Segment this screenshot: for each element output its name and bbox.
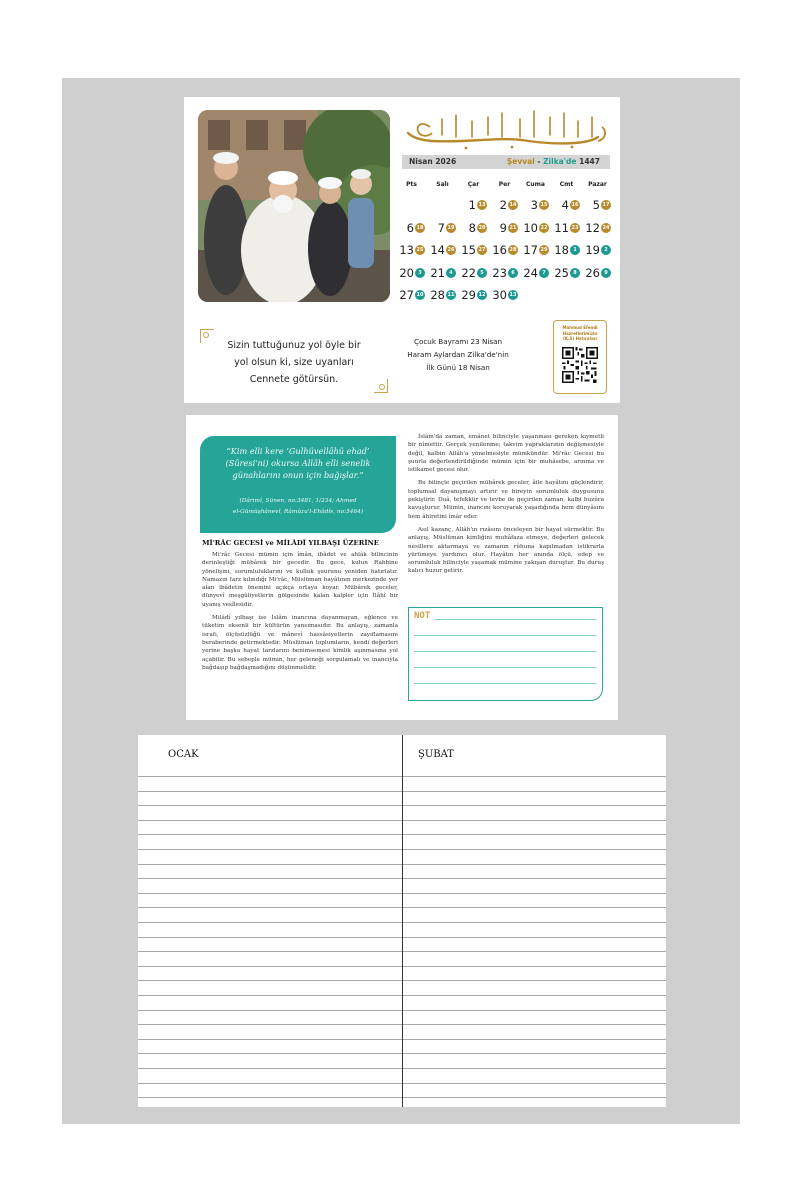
ruled-line xyxy=(138,776,402,777)
ruled-line xyxy=(138,1053,402,1054)
ruled-line xyxy=(403,1097,666,1098)
ruled-line xyxy=(138,1024,402,1025)
gregorian-day: 3 xyxy=(530,198,538,212)
calendar-day xyxy=(396,287,427,303)
hijri-day-badge: 21 xyxy=(509,224,517,231)
gregorian-day: 2 xyxy=(499,198,507,212)
hijri-day-badge: 11 xyxy=(447,292,455,298)
hijri-day-badge: 2 xyxy=(601,245,611,255)
gregorian-day: 1 xyxy=(468,198,476,212)
hijri-day-badge: 10 xyxy=(416,292,424,298)
calendar-day xyxy=(520,197,551,213)
calendar-day xyxy=(396,242,427,258)
qr-title xyxy=(555,325,605,342)
paragraph: İslâm'da zaman, emânet bilinciyle yaşanması gereken kıymetli bir nîmettir. Gerçek yenilenme; takvim yapraklarının değişmesiyle değil, kalbin Allâh'a yönelmesiyle mümkündür. Mi'râc Gecesi bu şuurla değerlendirildiğinde mümin için bir muhâsebe, arınma ve istikamet gecesi olur. xyxy=(408,434,604,474)
ruled-line xyxy=(403,776,666,777)
ruled-line xyxy=(138,937,402,938)
quote-line: yol olsun ki, size uyanları xyxy=(234,357,354,368)
gregorian-day: 20 xyxy=(399,265,414,280)
hijri-day-badge: 26 xyxy=(447,247,455,253)
ruled-line xyxy=(403,849,666,850)
ruled-line xyxy=(403,791,666,792)
qr-card xyxy=(553,320,607,394)
gregorian-day: 5 xyxy=(592,198,600,212)
ruled-line xyxy=(403,980,666,981)
hijri-day-badge: 13 xyxy=(478,202,486,208)
ruled-line xyxy=(403,1083,666,1084)
column-heading-left: OCAK xyxy=(168,749,199,760)
weekday-label: Cmt xyxy=(559,181,574,188)
hijri-day-badge: 12 xyxy=(478,292,486,298)
hadith-line: “Kim elli kere ‘Gulhüvellâhü ehad’ xyxy=(226,446,370,456)
source-line: (Dârimî, Sünen, no:3481, 1/234; Ahmed xyxy=(239,498,357,504)
calendar-day xyxy=(489,287,520,303)
ruled-line xyxy=(403,922,666,923)
ruled-line xyxy=(138,995,402,996)
calendar-day xyxy=(551,242,582,258)
hijri-day-badge: 7 xyxy=(539,268,549,278)
ruled-line xyxy=(403,1039,666,1040)
gregorian-month: Nisan 2026 xyxy=(409,157,457,166)
ruled-line xyxy=(138,834,402,835)
ruled-line xyxy=(403,805,666,806)
calendar-day xyxy=(582,265,613,281)
quote-line: Cennete götürsün. xyxy=(249,374,339,385)
notice-line: Haram Aylardan Zilka'de'nin xyxy=(407,350,509,359)
ruled-line xyxy=(138,893,402,894)
ruled-line xyxy=(403,966,666,967)
hijri-month-1: Şevval xyxy=(506,157,535,166)
article-left-column xyxy=(202,551,398,677)
gregorian-day: 22 xyxy=(461,265,476,280)
note-line xyxy=(435,619,596,620)
qr-code-icon[interactable] xyxy=(562,347,598,383)
ruled-line xyxy=(403,834,666,835)
note-label: NOT xyxy=(414,611,431,621)
note-box[interactable] xyxy=(408,607,603,701)
quote-text xyxy=(208,337,380,388)
weekday-label: Pazar xyxy=(588,181,607,188)
ruled-line xyxy=(403,1053,666,1054)
hadith-line: (Sûresi'ni) okursa Allâh elli senelik xyxy=(225,458,371,468)
gregorian-day: 16 xyxy=(492,243,507,257)
hijri-day-badge: 28 xyxy=(509,247,517,253)
hijri-day-badge: 20 xyxy=(478,224,486,231)
ruled-line xyxy=(403,820,666,821)
gregorian-day: 15 xyxy=(461,243,476,257)
ruled-line xyxy=(138,878,402,879)
calendar-day xyxy=(427,242,458,258)
ruled-line xyxy=(138,791,402,792)
article-page xyxy=(186,415,618,720)
hijri-day-badge: 17 xyxy=(602,202,610,208)
gregorian-day: 21 xyxy=(430,265,445,280)
hijri-day-badge: 25 xyxy=(416,247,424,253)
calendar-day xyxy=(458,197,489,213)
ruled-line xyxy=(403,995,666,996)
note-line xyxy=(414,683,596,684)
gregorian-day: 4 xyxy=(561,198,569,212)
month-header-bar xyxy=(402,155,610,169)
calendar-page xyxy=(184,97,620,403)
calendar-day xyxy=(520,265,551,281)
gregorian-day: 28 xyxy=(430,288,445,302)
ruled-line xyxy=(138,1097,402,1098)
ruled-line xyxy=(403,878,666,879)
ruled-line xyxy=(138,864,402,865)
calendar-day xyxy=(427,220,458,236)
ruled-line xyxy=(403,893,666,894)
calendar-day xyxy=(396,220,427,236)
gregorian-day: 8 xyxy=(468,220,476,235)
hijri-day-badge: 27 xyxy=(478,247,486,253)
notice-line: Çocuk Bayramı 23 Nisan xyxy=(413,337,503,346)
hijri-separator: - xyxy=(534,157,544,166)
ruled-line xyxy=(138,1010,402,1011)
gregorian-day: 9 xyxy=(499,220,507,235)
calendar-day xyxy=(458,242,489,258)
calendar-day xyxy=(458,220,489,236)
note-line xyxy=(414,651,596,652)
cover-photo xyxy=(198,110,390,302)
calendar-day xyxy=(582,197,613,213)
gregorian-day: 14 xyxy=(430,243,445,257)
hijri-day-badge: 6 xyxy=(508,268,518,278)
holiday-notice xyxy=(398,335,518,374)
ruled-line xyxy=(138,922,402,923)
calendar-day xyxy=(520,242,551,258)
gregorian-day: 30 xyxy=(492,288,507,302)
calendar-day xyxy=(582,242,613,258)
calendar-day xyxy=(458,265,489,281)
paragraph: Bu bilinçle geçirilen mübârek geceler, âile hayâtını güçlendirir, toplumsal dayanışmayı artırır ve bireyin sorumluluk duygusunu pekiştirir. Duâ, tefekkür ve tevbe ile geçirilen zaman, kalbi huzûra kavuşturur. Mümin, inancını koruyarak yaşadığında hem dünyâsını hem âhiretini îmâr eder. xyxy=(408,480,604,520)
ruled-line xyxy=(138,966,402,967)
gregorian-day: 6 xyxy=(406,220,414,235)
note-line xyxy=(414,667,596,668)
qr-title-line: (K.S) Hatıraları xyxy=(563,336,597,341)
weekday-header xyxy=(396,181,618,191)
ruled-line xyxy=(403,937,666,938)
hijri-day-badge: 24 xyxy=(602,224,610,231)
quote-line: Sizin tuttuğunuz yol öyle bir xyxy=(227,340,361,351)
paragraph: Asıl kazanç, Allâh'ın rızâsını önceleyen bir hayat sürmektir. Bu anlayış, Müslüman kimliğini muhâfaza etmeye, değerleri gelecek nesillere aktarmaya ve zamanın rûhuna kapılmadan istikrarla yürümeye yardımcı olur. Hayâtın her anında ölçü, edep ve sorumluluk bilinciyle yaşamak mümine yakışan duruştur. Bu duruş kalıcı huzur getirir. xyxy=(408,526,604,575)
section-title: Mİ'RÂC GECESİ ve MİLÂDÎ YILBAŞI ÜZERİNE xyxy=(202,539,379,547)
hijri-day-badge: 19 xyxy=(447,224,455,231)
ruled-line xyxy=(138,980,402,981)
calendar-day xyxy=(582,220,613,236)
ruled-line xyxy=(403,1068,666,1069)
gregorian-day: 13 xyxy=(399,243,414,257)
hijri-year: 1447 xyxy=(576,157,600,166)
gregorian-day: 29 xyxy=(461,288,476,302)
ruled-line xyxy=(138,820,402,821)
weekday-label: Per xyxy=(498,181,511,188)
source-line: el-Gümüşhânevî, Râmûzu'l-Ehâdîs, no:5464) xyxy=(232,509,364,515)
weekday-label: Salı xyxy=(436,181,449,188)
gregorian-day: 27 xyxy=(399,288,414,302)
article-right-column xyxy=(408,433,604,581)
hijri-day-badge: 8 xyxy=(570,268,580,278)
hadith-line: günahlarını onun için bağışlar.” xyxy=(232,470,364,480)
weekday-label: Cuma xyxy=(526,181,545,188)
gregorian-day: 10 xyxy=(523,220,538,235)
gregorian-day: 25 xyxy=(554,265,569,280)
hijri-day-badge: 1 xyxy=(570,245,580,255)
gregorian-day: 17 xyxy=(523,243,538,257)
weekday-label: Çar xyxy=(467,181,480,188)
column-heading-right: ŞUBAT xyxy=(418,749,454,760)
ruled-line xyxy=(138,805,402,806)
calendar-day xyxy=(551,220,582,236)
ruled-line xyxy=(138,951,402,952)
note-line xyxy=(414,635,596,636)
weekday-label: Pts xyxy=(406,181,417,188)
quote-frame xyxy=(200,329,388,393)
calendar-day xyxy=(489,242,520,258)
gregorian-day: 19 xyxy=(585,243,600,257)
hadith-quote xyxy=(210,445,386,481)
calendar-day xyxy=(427,265,458,281)
hijri-day-badge: 9 xyxy=(601,268,611,278)
hijri-day-badge: 22 xyxy=(540,224,548,231)
ruled-line xyxy=(138,849,402,850)
hijri-day-badge: 13 xyxy=(509,292,517,298)
ruled-line xyxy=(138,1068,402,1069)
calendar-day xyxy=(489,197,520,213)
ruled-line xyxy=(138,1039,402,1040)
gregorian-day: 24 xyxy=(523,265,538,280)
hijri-day-badge: 3 xyxy=(415,268,425,278)
gregorian-day: 26 xyxy=(585,265,600,280)
hijri-day-badge: 15 xyxy=(540,202,548,208)
besmele-calligraphy xyxy=(402,107,612,151)
hadith-source xyxy=(206,496,390,518)
hijri-months xyxy=(507,157,600,166)
calendar-day xyxy=(489,265,520,281)
gregorian-day: 11 xyxy=(554,220,569,235)
ruled-line xyxy=(403,951,666,952)
hijri-day-badge: 16 xyxy=(571,202,579,208)
ruled-line xyxy=(138,907,402,908)
paragraph: Milâdî yılbaşı ise İslâm inancına dayanmayan, eğlence ve tüketim eksenli bir kültürün yansımasıdır. Bu anlayış, zamanla israfı, ölçüsüzlüğü ve mânevî hassâsiyetlerin zayıflamasını beraberinde getirmektedir. Müslüman toplumların, kendi değerleri yerine başka hayat tarzlarını benimsemesi kimlik aşınmasına yol açabilir. Bu sebeple mümin, her geleneği sorgulamalı ve inancıyla bağdaşıp bağdaşmadığını düşünmelidir. xyxy=(202,615,398,671)
gregorian-day: 7 xyxy=(437,220,445,235)
gregorian-day: 12 xyxy=(585,220,600,235)
hijri-day-badge: 4 xyxy=(446,268,456,278)
ruled-line xyxy=(403,1024,666,1025)
hijri-day-badge: 18 xyxy=(416,224,424,231)
qr-title-line: Mahmud Efendi xyxy=(562,325,598,330)
hijri-month-2: Zilka'de xyxy=(543,157,577,166)
notice-line: İlk Günü 18 Nisan xyxy=(426,363,490,372)
calendar-day xyxy=(551,197,582,213)
ruled-line xyxy=(403,864,666,865)
paragraph: Mi'râc Gecesi mümin için îmân, ibâdet ve ahlâk bilincinin derinleştiği mübârek bir gecedir. Bu gece, kulun Rabbine yönelişini, sorumluluklarını ve kulluk şuurunu yeniden hatırlatır. Namazın farz kılındığı Mi'râc, Müslüman hayâtının merkezinde yer alan ibâdetin önemini açıkça ortaya koyar. Mübârek geceler, dünyevî meşgûliyetlerin gölgesinde kalan kalpler için İlâhî bir uyanış vesîlesidir. xyxy=(202,552,398,608)
ruled-line xyxy=(138,1083,402,1084)
calendar-day xyxy=(427,287,458,303)
ruled-line xyxy=(403,907,666,908)
calendar-day xyxy=(551,265,582,281)
ruled-line xyxy=(403,1010,666,1011)
notebook-page xyxy=(138,735,666,1107)
hijri-day-badge: 29 xyxy=(540,247,548,253)
calendar-day xyxy=(489,220,520,236)
hijri-day-badge: 23 xyxy=(571,224,579,231)
hijri-day-badge: 14 xyxy=(509,202,517,208)
hadith-box xyxy=(200,436,396,533)
gregorian-day: 18 xyxy=(554,243,569,257)
calendar-day xyxy=(520,220,551,236)
calendar-day xyxy=(458,287,489,303)
hijri-day-badge: 5 xyxy=(477,268,487,278)
calendar-day xyxy=(396,265,427,281)
calendar-grid xyxy=(396,197,620,309)
qr-title-line: Hazretlerimizin xyxy=(562,330,598,336)
gregorian-day: 23 xyxy=(492,265,507,280)
